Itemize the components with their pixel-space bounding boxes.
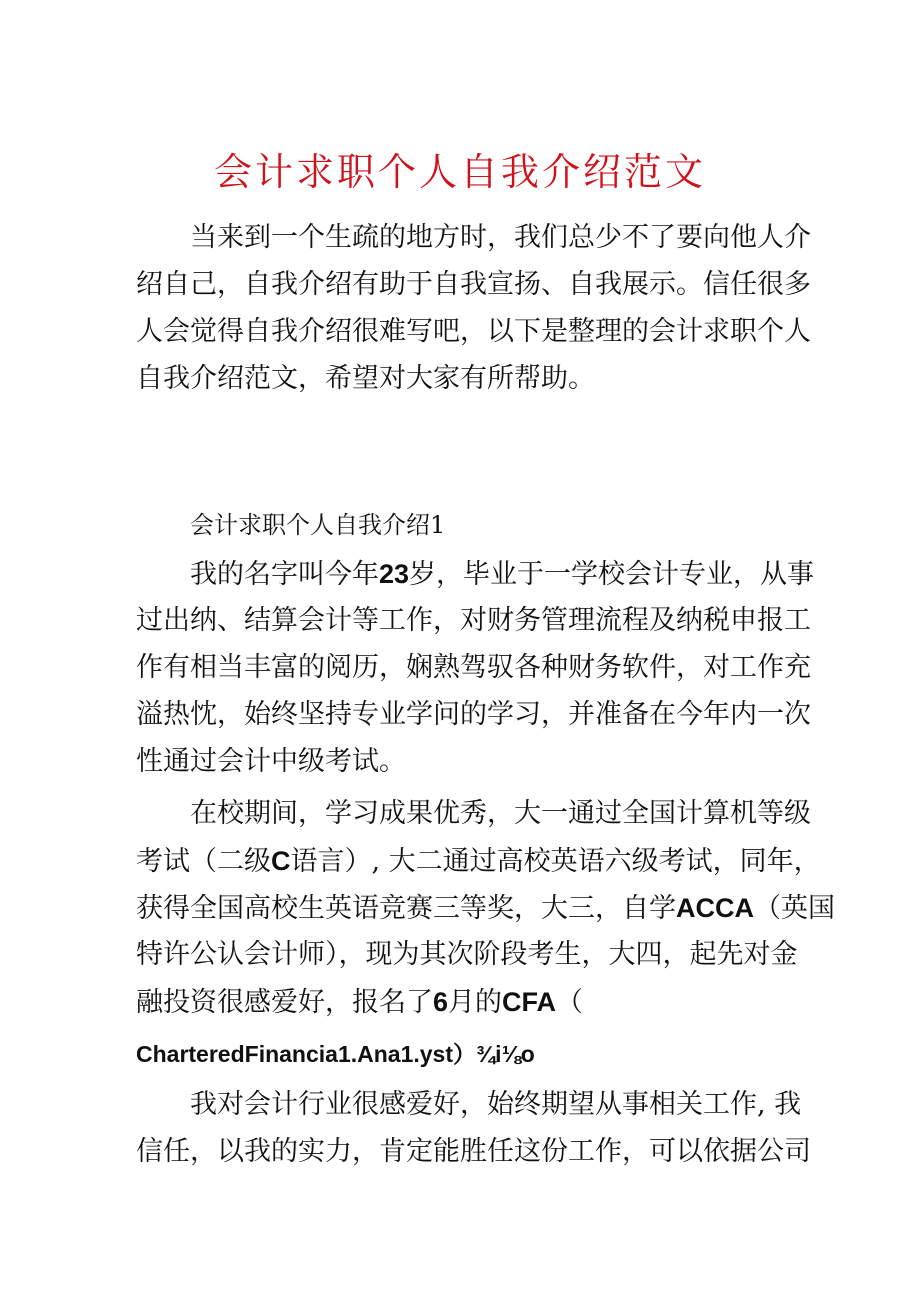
intro-line-4: 自我介绍范文，希望对大家有所帮助。 xyxy=(136,363,595,394)
para1-line-1 xyxy=(190,556,814,593)
age-number: 23 xyxy=(379,559,410,589)
month-number: 6 xyxy=(433,987,449,1017)
cfa-abbrev: CFA xyxy=(502,987,557,1017)
para2-line-5-text-a: 融投资很感爱好，报名了 xyxy=(136,987,433,1018)
para1-line-5: 性通过会计中级考试。 xyxy=(136,746,406,777)
para1-line-1-text-a: 我的名字叫今年 xyxy=(190,559,379,590)
para3-line-2: 信任，以我的实力，肯定能胜任这份工作，可以依据公司 xyxy=(136,1136,811,1167)
para2-line-3-text-b: （英国 xyxy=(754,893,835,924)
para1-line-2: 过出纳、结算会计等工作，对财务管理流程及纳税申报工 xyxy=(136,605,811,636)
intro-line-2: 绍自己，自我介绍有助于自我宣扬、自我展示。信任很多 xyxy=(136,269,811,300)
para2-line-4: 特许公认会计师），现为其次阶段考生，大四，起先对金 xyxy=(136,939,798,970)
para2-line-5-text-c: （ xyxy=(556,987,584,1018)
para2-line-5 xyxy=(136,984,583,1021)
para2-line-3 xyxy=(136,890,835,927)
section-heading: 会计求职个人自我介绍1 xyxy=(190,511,446,539)
intro-line-1: 当来到一个生疏的地方时，我们总少不了要向他人介 xyxy=(190,222,811,253)
para1-line-4: 溢热忱，始终坚持专业学问的学习，并准备在今年内一次 xyxy=(136,699,811,730)
para1-line-1-text-b: 岁，毕业于一学校会计专业，从事 xyxy=(409,559,815,590)
intro-line-3: 人会觉得自我介绍很难写吧，以下是整理的会计求职个人 xyxy=(136,316,811,347)
para2-line-1: 在校期间，学习成果优秀，大一通过全国计算机等级 xyxy=(190,798,811,829)
para2-line-5-text-b: 月的 xyxy=(448,987,503,1018)
para2-line-3-text-a: 获得全国高校生英语竞赛三等奖，大三，自学 xyxy=(136,893,676,924)
c-language-letter: C xyxy=(271,846,291,876)
para2-line-2-text-a: 考试（二级 xyxy=(136,846,271,877)
document-title: 会计求职个人自我介绍范文 xyxy=(213,150,706,194)
para2-line-2-text-b: 语言）, 大二通过高校英语六级考试，同年， xyxy=(290,846,821,877)
para3-line-1: 我对会计行业很感爱好，始终期望从事相关工作, 我 xyxy=(190,1089,802,1120)
para2-line-2 xyxy=(136,843,821,880)
para1-line-3: 作有相当丰富的阅历，娴熟驾驭各种财务软件，对工作充 xyxy=(136,652,811,683)
acca-abbrev: ACCA xyxy=(676,893,754,923)
cfa-full-name-line: CharteredFinancia1.Ana1.yst）¾i⅛o xyxy=(136,1041,535,1067)
